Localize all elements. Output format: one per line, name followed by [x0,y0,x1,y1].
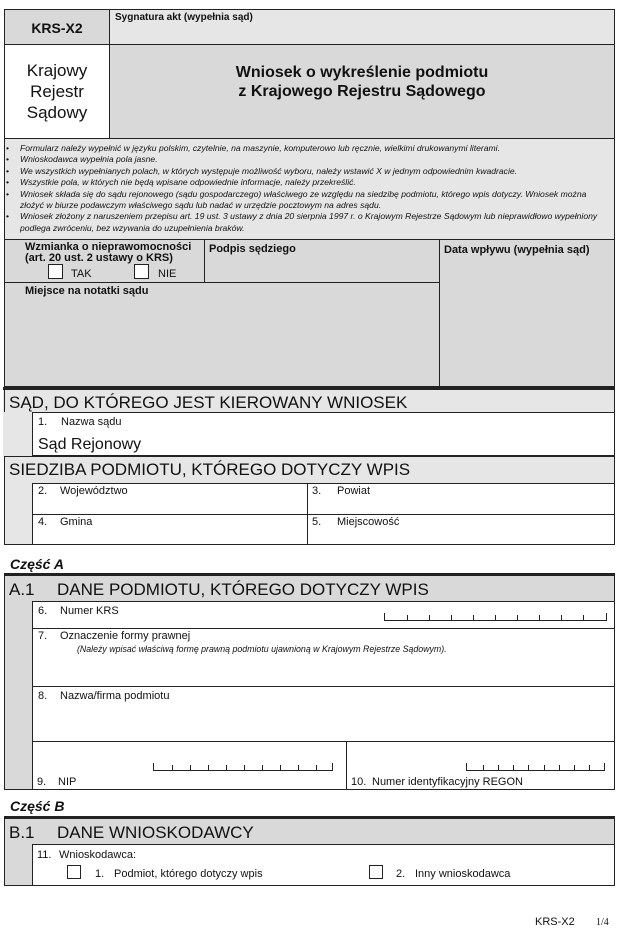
field-6-label: Numer KRS [60,605,119,617]
part-b-code: B.1 [9,823,35,842]
section-court-title: SĄD, DO KTÓREGO JEST KIEROWANY WNIOSEK [9,393,408,412]
form-code: KRS-X2 [31,20,83,36]
field-2-label: Województwo [60,485,128,497]
part-b-title: DANE WNIOSKODAWCY [57,823,254,842]
applicant-other-checkbox[interactable] [369,865,383,879]
registry-line-2: Rejestr [30,82,84,101]
field-8-label: Nazwa/firma podmiotu [60,690,170,702]
field-7-num: 7. [38,630,48,642]
part-a-code: A.1 [9,580,35,599]
footer-form-code: KRS-X2 [535,916,575,928]
field-6-num: 6. [38,605,48,617]
field-5-num: 5. [312,516,322,528]
field-7-hint: (Należy wpisać właściwą formę prawną podmiotu ujawnioną w Krajowym Rejestrze Sądowym). [77,644,447,654]
nie-label: NIE [158,268,177,280]
court-box-divider-v2 [204,239,205,283]
court-name-value: Sąd Rejonowy [38,436,142,453]
instructions-list [20,143,610,234]
footer-page-number: 1/4 [596,917,609,928]
field-1-num: 1. [38,416,48,428]
judge-signature-label: Podpis sędziego [209,243,296,255]
illegality-line-2: (art. 20 ust. 2 ustawy o KRS) [25,252,173,264]
field-3-label: Powiat [337,485,371,497]
registry-name [4,60,110,123]
court-box-divider-h [4,282,440,283]
instruction-item: • Formularz należy wypełnić w języku polskim, czytelnie, na maszynie, komputerowo lub ręcznie, wielkimi drukowanymi literami. [20,143,610,154]
section-seat-title: SIEDZIBA PODMIOTU, KTÓREGO DOTYCZY WPIS [9,460,411,479]
applicant-option-2: Inny wnioskodawca [415,868,511,880]
illegality-line-1: Wzmianka o nieprawomocności [25,241,192,253]
nip-comb[interactable] [153,763,333,771]
illegality-label [25,242,191,264]
field-9-num: 9. [37,776,47,788]
part-b-heading: Część B [10,798,65,814]
registry-line-3: Sądowy [26,103,88,122]
applicant-entity-checkbox[interactable] [67,865,81,879]
field-7-label: Oznaczenie formy prawnej [60,630,191,642]
regon-comb[interactable] [466,763,605,771]
field-10-num: 10. [351,776,367,788]
part-a-title: DANE PODMIOTU, KTÓREGO DOTYCZY WPIS [57,580,429,599]
instruction-item: • We wszystkich wypełnianych polach, w których występuje możliwość wyboru, należy wstawić X w jednym odpowiednim kwadracie. [20,166,610,177]
applicant-option-2-num: 2. [396,868,406,880]
field-8-num: 8. [38,690,48,702]
field-10-label: Numer identyfikacyjny REGON [372,776,523,788]
part-a-heading: Część A [10,556,64,572]
field-5-label: Miejscowość [337,516,400,528]
receipt-date-label: Data wpływu (wypełnia sąd) [444,244,590,256]
field-1-label: Nazwa sądu [61,416,122,428]
field-11-label: Wnioskodawca: [59,849,137,861]
field-4-label: Gmina [60,516,93,528]
registry-line-1: Krajowy [26,61,88,80]
tak-label: TAK [71,268,92,280]
instruction-item: • Wniosek złożony z naruszeniem przepisu art. 19 ust. 3 ustawy z dnia 20 sierpnia 1997 r. o Krajowym Rejestrze Sądowym lub nieprawidłowo wypełniony podlega zwróceniu, bez wzywania do uzupełnienia braków. [20,211,610,234]
field-3-num: 3. [312,485,322,497]
applicant-option-1-num: 1. [95,868,105,880]
krs-number-comb[interactable] [384,613,607,621]
applicant-option-1: Podmiot, którego dotyczy wpis [114,868,263,880]
nie-checkbox[interactable] [134,264,149,279]
instruction-item: • Wniosek składa się do sądu rejonowego (sądu gospodarczego) właściwego ze względu na siedzibę podmiotu, którego wpis dotyczy. Wniosek można złożyć w biurze podawczym właściwego sądu lub nadać w urzędzie pocztowym na adres sądu. [20,189,610,212]
field-2-num: 2. [38,485,48,497]
title-line-2: z Krajowego Rejestru Sądowego [238,83,486,100]
part-a-left-bar [4,576,33,790]
field-9-label: NIP [58,776,77,788]
court-notes-label: Miejsce na notatki sądu [25,285,149,297]
field-11-num: 11. [37,849,52,861]
instruction-item: • Wnioskodawca wypełnia pola jasne. [20,154,610,165]
tak-checkbox[interactable] [48,264,63,279]
instruction-item: • Wszystkie pola, w których nie będą wpisane odpowiednie informacje, należy przekreślić. [20,177,610,188]
page-title [109,63,615,101]
signature-label: Sygnatura akt (wypełnia sąd) [115,12,253,23]
field-4-num: 4. [38,516,48,528]
title-line-1: Wniosek o wykreślenie podmiotu [235,64,489,81]
court-box-divider-v [439,239,440,387]
